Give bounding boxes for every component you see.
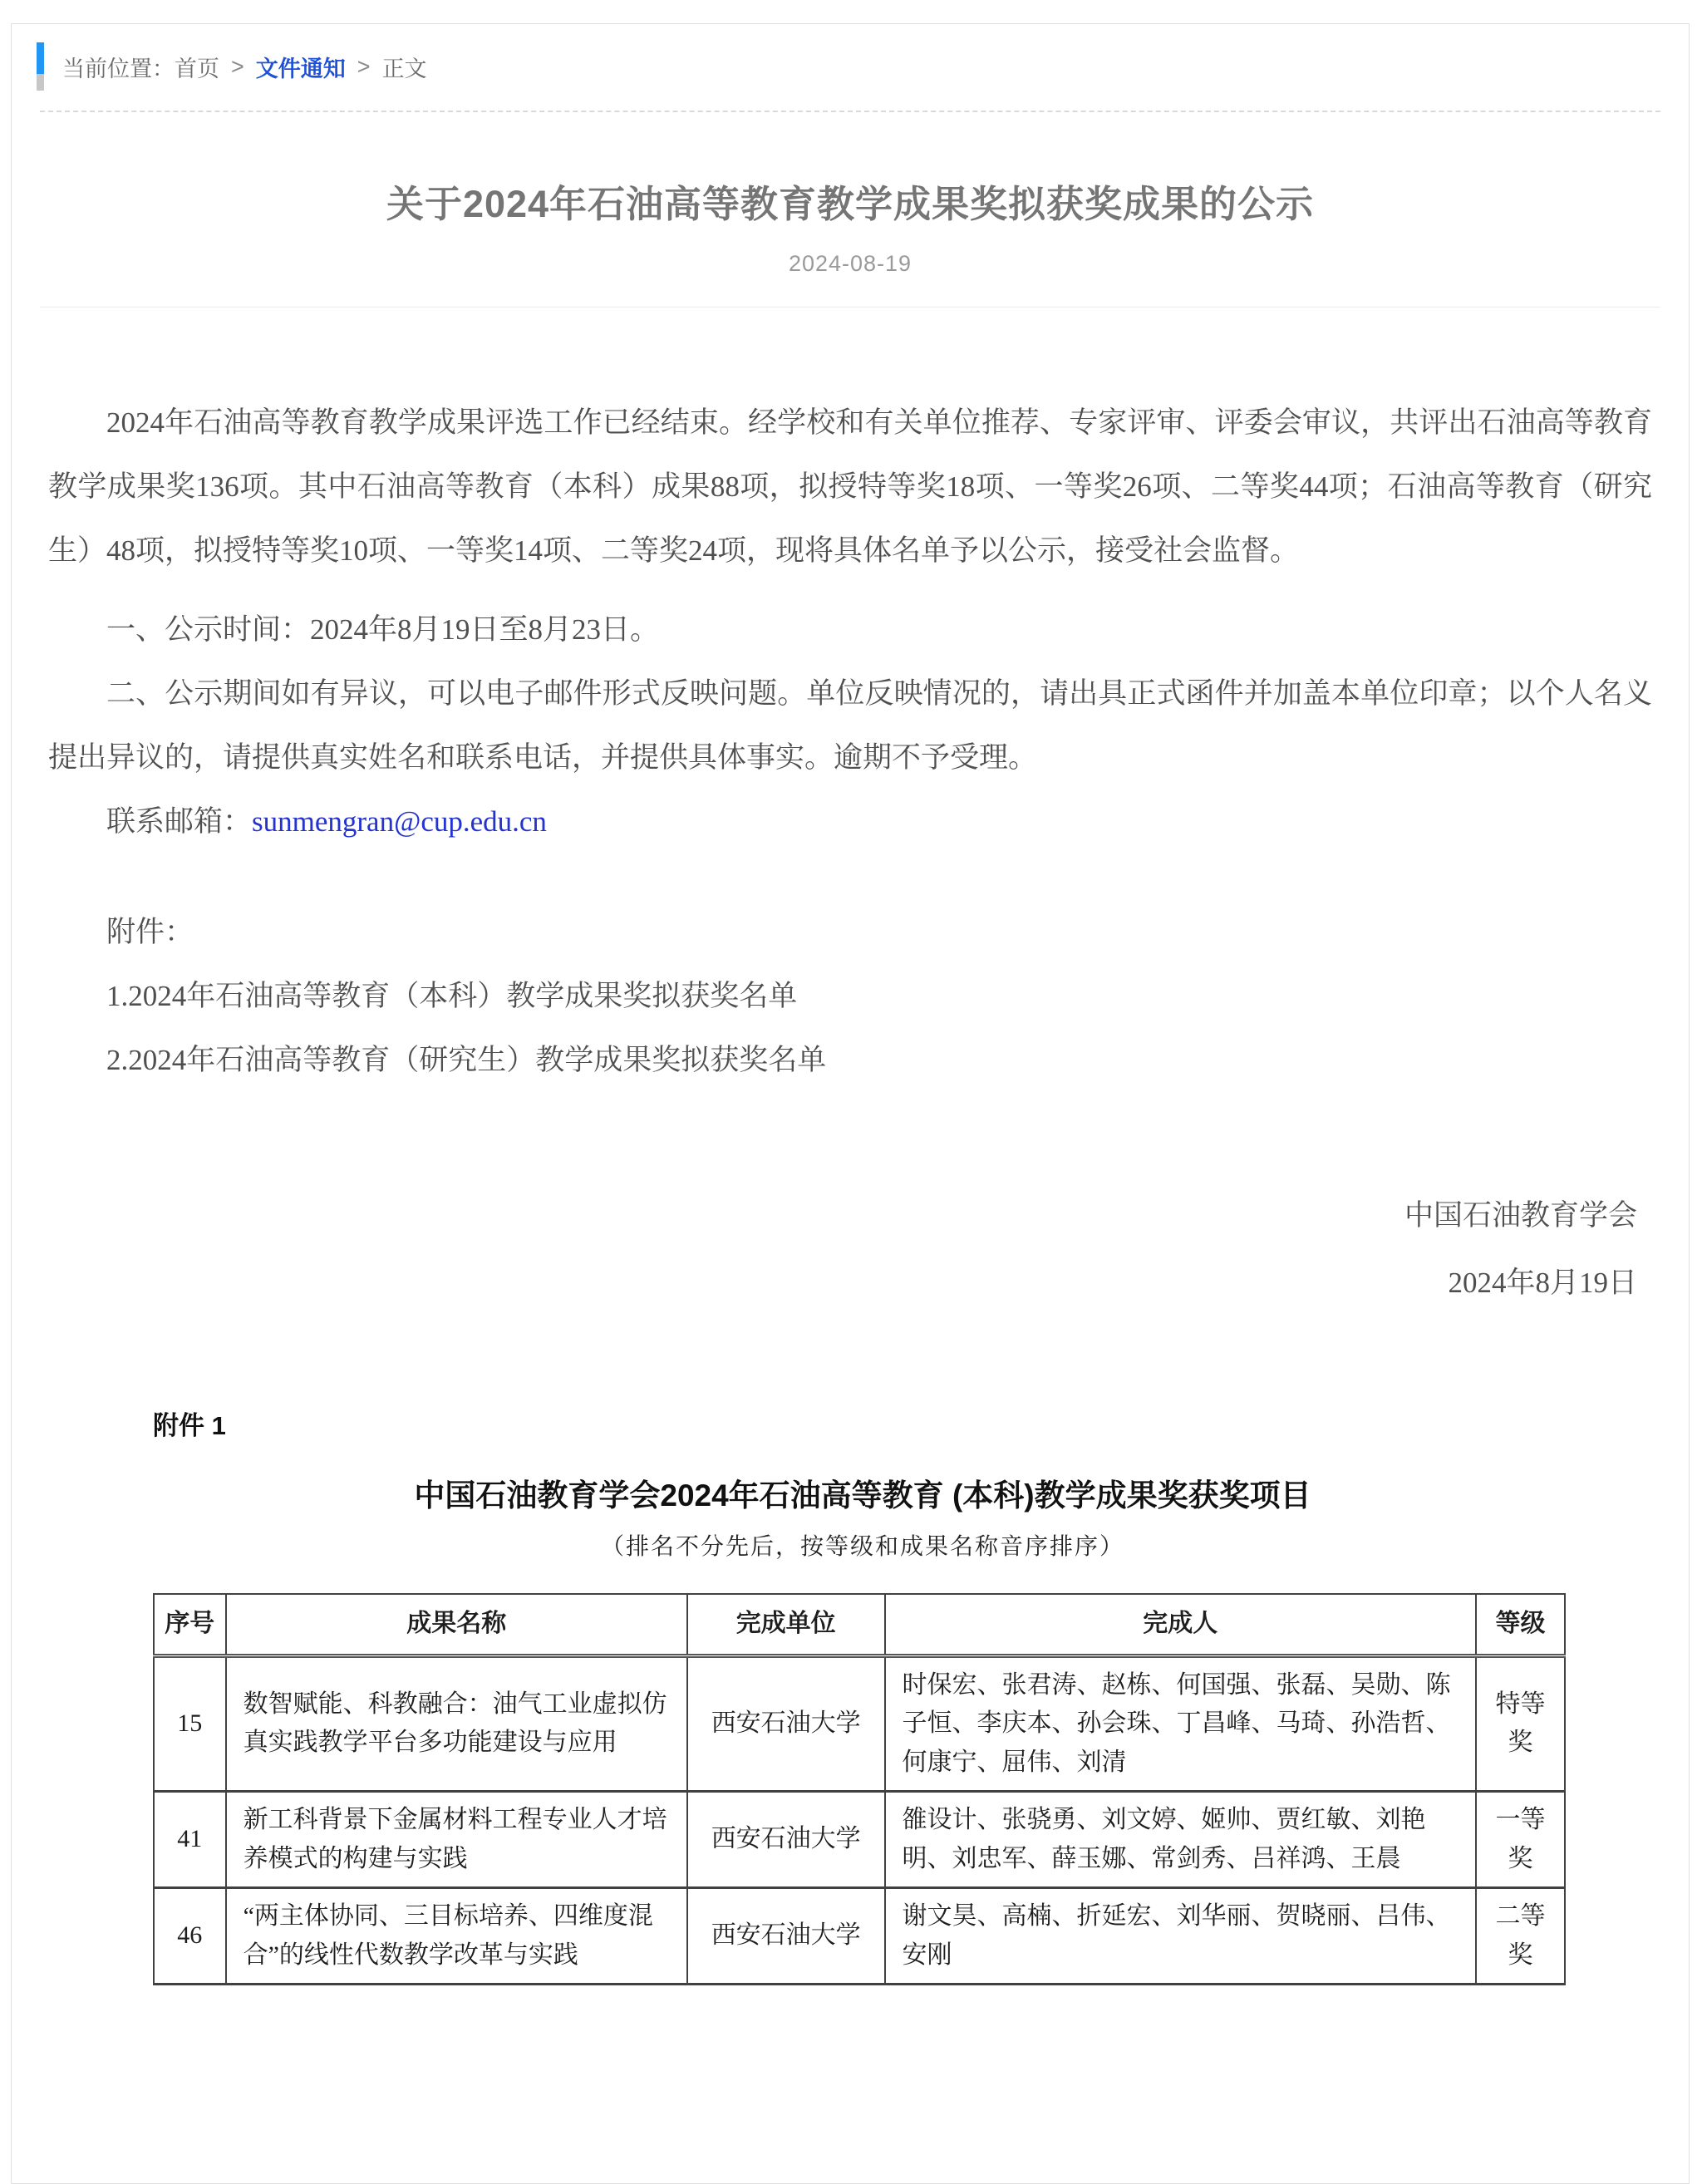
- cell-grade: 二等奖: [1476, 1888, 1565, 1985]
- header-name: 成果名称: [226, 1594, 687, 1655]
- cell-grade: 一等奖: [1476, 1792, 1565, 1888]
- annex-section: [37, 1315, 1664, 1985]
- attachment-item-1: 1.2024年石油高等教育（本科）教学成果奖拟获奖名单: [106, 980, 798, 1012]
- breadcrumb-label: 当前位置：: [62, 56, 175, 81]
- signature-block: [48, 1183, 1652, 1315]
- contact-label: 联系邮箱：: [106, 805, 253, 838]
- signature-org: 中国石油教育学会: [1404, 1199, 1637, 1232]
- page-title: 关于2024年石油高等教育教学成果奖拟获奖成果的公示: [386, 183, 1315, 225]
- annex-table-subtitle: （排名不分先后，按等级和成果名称音序排序）: [600, 1534, 1124, 1560]
- annex-label: 附件 1: [153, 1411, 226, 1440]
- paragraph-objection: 二、公示期间如有异议，可以电子邮件形式反映问题。单位反映情况的，请出具正式函件并加盖本单位印章；以个人名义提出异议的，请提供真实姓名和联系电话，并提供具体事实。逾期不予受理。: [48, 677, 1652, 774]
- contact-email-link[interactable]: sunmengran@cup.edu.cn: [252, 805, 547, 838]
- table-header-row: [154, 1594, 1565, 1655]
- breadcrumb-separator: >: [231, 53, 244, 79]
- cell-org: 西安石油大学: [687, 1888, 885, 1985]
- table-row: [154, 1655, 1565, 1792]
- header-org: 完成单位: [687, 1594, 885, 1655]
- cell-no: 41: [154, 1792, 226, 1888]
- breadcrumb-marker-icon: [37, 42, 44, 91]
- cell-no: 15: [154, 1655, 226, 1792]
- table-row: [154, 1888, 1565, 1985]
- header-people: 完成人: [885, 1594, 1476, 1655]
- annex-table-title: 中国石油教育学会2024年石油高等教育 (本科)教学成果奖获奖项目: [414, 1478, 1311, 1513]
- cell-people: 时保宏、张君涛、赵栋、何国强、张磊、吴勋、陈子恒、李庆本、孙会珠、丁昌峰、马琦、孙浩哲、何康宁、屈伟、刘清: [885, 1655, 1476, 1792]
- paragraph-summary: 2024年石油高等教育教学成果评选工作已经结束。经学校和有关单位推荐、专家评审、评委会审议，共评出石油高等教育教学成果奖136项。其中石油高等教育（本科）成果88项，拟授特等奖18项、一等奖26项、二等奖44项；石油高等教育（研究生）48项，拟授特等奖10项、一等奖14项、二等奖24项，现将具体名单予以公示，接受社会监督。: [48, 406, 1652, 567]
- signature-date: 2024年8月19日: [1448, 1267, 1637, 1299]
- cell-name: 新工科背景下金属材料工程专业人才培养模式的构建与实践: [226, 1792, 687, 1888]
- attachment-item-2: 2.2024年石油高等教育（研究生）教学成果奖拟获奖名单: [106, 1044, 827, 1076]
- article-body: [37, 307, 1664, 1315]
- table-row: [154, 1792, 1565, 1888]
- cell-no: 46: [154, 1888, 226, 1985]
- cell-name: 数智赋能、科教融合：油气工业虚拟仿真实践教学平台多功能建设与应用: [226, 1655, 687, 1792]
- breadcrumb-link-home[interactable]: 首页: [175, 56, 219, 81]
- content-card: [11, 23, 1690, 2184]
- dashed-divider: [40, 111, 1660, 112]
- paragraph-time: 一、公示时间：2024年8月19日至8月23日。: [106, 613, 660, 646]
- breadcrumb: [37, 24, 1664, 106]
- cell-name: “两主体协同、三目标培养、四维度混合”的线性代数教学改革与实践: [226, 1888, 687, 1985]
- cell-org: 西安石油大学: [687, 1792, 885, 1888]
- breadcrumb-separator: >: [357, 53, 371, 79]
- cell-people: 谢文昊、高楠、折延宏、刘华丽、贺晓丽、吕伟、安刚: [885, 1888, 1476, 1985]
- paragraph-contact: [48, 789, 1652, 853]
- article-date: 2024-08-19: [788, 251, 912, 276]
- header-grade: 等级: [1476, 1594, 1565, 1655]
- breadcrumb-current: 正文: [381, 56, 427, 81]
- attachments-block: [48, 900, 1652, 1092]
- cell-grade: 特等奖: [1476, 1655, 1565, 1792]
- cell-org: 西安石油大学: [687, 1655, 885, 1792]
- header-no: 序号: [154, 1594, 226, 1655]
- awards-table: [153, 1593, 1566, 1985]
- cell-people: 雒设计、张骁勇、刘文婷、姬帅、贾红敏、刘艳明、刘忠军、薛玉娜、常剑秀、吕祥鸿、王晨: [885, 1792, 1476, 1888]
- attachments-label: 附件：: [106, 916, 194, 948]
- breadcrumb-link-notice[interactable]: 文件通知: [255, 56, 346, 81]
